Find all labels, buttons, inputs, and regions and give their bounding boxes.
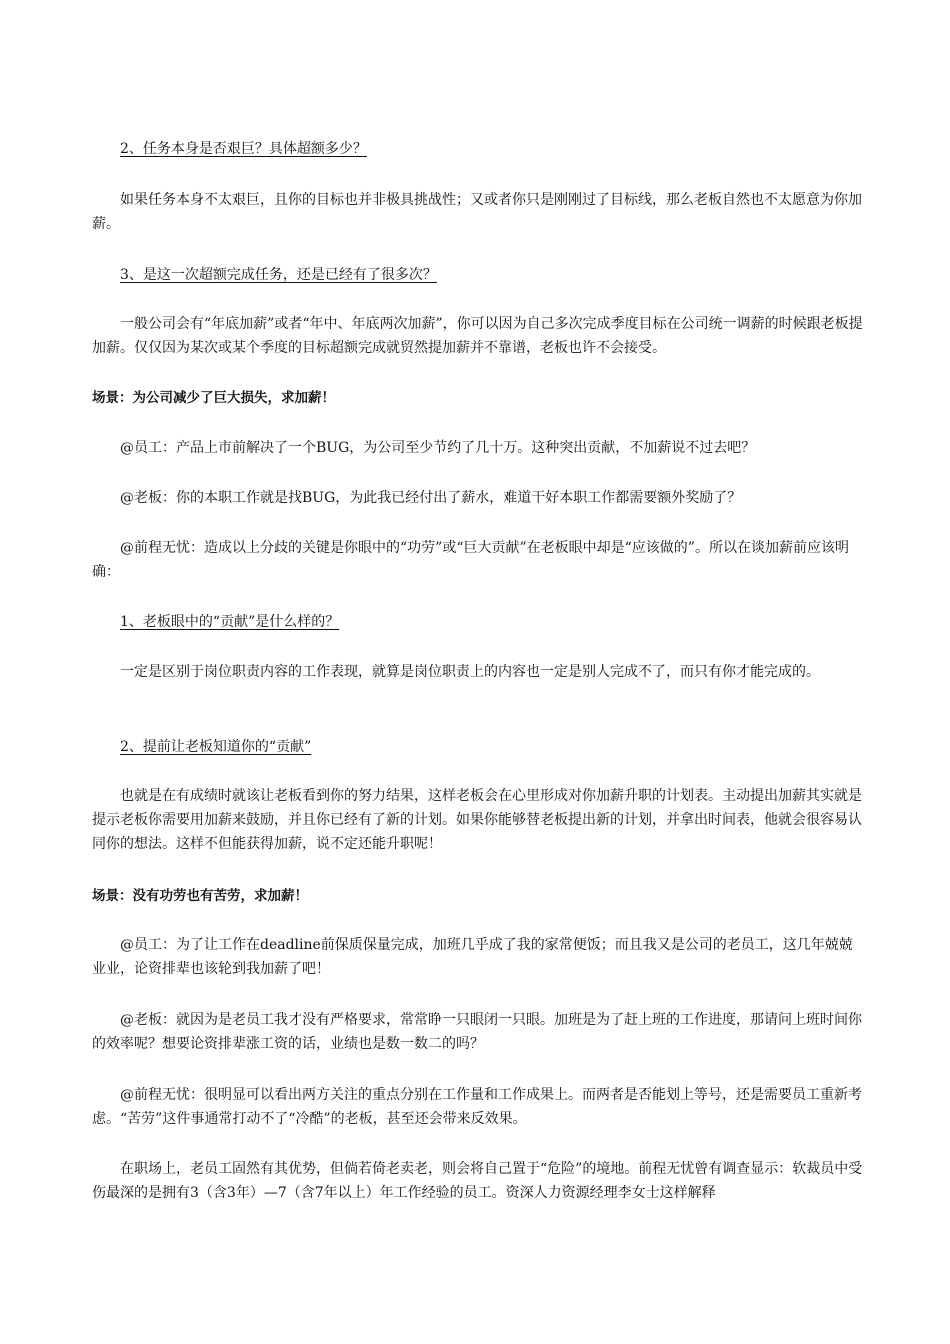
paragraph: 如果任务本身不太艰巨，且你的目标也并非极具挑战性；又或者你只是刚刚过了目标线，那么老板自然也不太愿意为你加薪。 [92, 192, 862, 232]
paragraph-boss: @老板：你的本职工作就是找BUG，为此我已经付出了薪水，难道干好本职工作都需要额外奖励了？ [120, 490, 742, 506]
subheading-how-many-times: 3、是这一次超额完成任务，还是已经有了很多次？ [120, 267, 437, 283]
paragraph-employee: @员工：产品上市前解决了一个BUG，为公司至少节约了几十万。这种突出贡献，不加薪说不过去吧？ [120, 440, 756, 456]
paragraph-51job: @前程无忧：造成以上分歧的关键是你眼中的“功劳”或“巨大贡献”在老板眼中却是“应该做的”。所以在谈加薪前应该明确： [92, 540, 849, 580]
scene-heading-reduced-loss: 场景：为公司减少了巨大损失，求加薪！ [92, 390, 335, 406]
paragraph-51job: @前程无忧：很明显可以看出两方关注的重点分别在工作量和工作成果上。而两者是否能划上等号，还是需要员工重新考虑。“苦劳”这件事通常打动不了“冷酷”的老板，甚至还会带来反效果。 [92, 1087, 862, 1127]
paragraph: 一般公司会有“年底加薪”或者“年中、年底两次加薪”，你可以因为自己多次完成季度目标在公司统一调薪的时候跟老板提加薪。仅仅因为某次或某个季度的目标超额完成就贸然提加薪并不靠谱，老板也许不会接受。 [92, 316, 863, 356]
paragraph-employee: @员工：为了让工作在deadline前保质保量完成，加班几乎成了我的家常便饭；而且我又是公司的老员工，这几年兢兢业业，论资排辈也该轮到我加薪了吧！ [92, 937, 853, 977]
subheading-task-difficulty: 2、任务本身是否艰巨？具体超额多少？ [120, 141, 367, 157]
subheading-let-boss-know: 2、提前让老板知道你的“贡献” [120, 739, 312, 755]
paragraph: 在职场上，老员工固然有其优势，但倘若倚老卖老，则会将自己置于“危险”的境地。前程无忧曾有调查显示：软裁员中受伤最深的是拥有3（含3年）—7（含7年以上）年工作经验的员工。资深人力资源经理李女士这样解释 [92, 1161, 863, 1201]
scene-heading-hard-work: 场景：没有功劳也有苦劳，求加薪！ [92, 888, 308, 904]
paragraph: 一定是区别于岗位职责内容的工作表现，就算是岗位职责上的内容也一定是别人完成不了，而只有你才能完成的。 [120, 664, 820, 680]
paragraph-boss: @老板：就因为是老员工我才没有严格要求，常常睁一只眼闭一只眼。加班是为了赶上班的工作进度，那请问上班时间你的效率呢？想要论资排辈涨工资的话，业绩也是数一数二的吗？ [92, 1012, 862, 1052]
subheading-contribution: 1、老板眼中的“贡献”是什么样的？ [120, 614, 340, 630]
paragraph: 也就是在有成绩时就该让老板看到你的努力结果，这样老板会在心里形成对你加薪升职的计划表。主动提出加薪其实就是提示老板你需要用加薪来鼓励，并且你已经有了新的计划。如果你能够替老板提出新的计划，并拿出时间表，他就会很容易认同你的想法。这样不但能获得加薪，说不定还能升职呢！ [92, 788, 862, 852]
